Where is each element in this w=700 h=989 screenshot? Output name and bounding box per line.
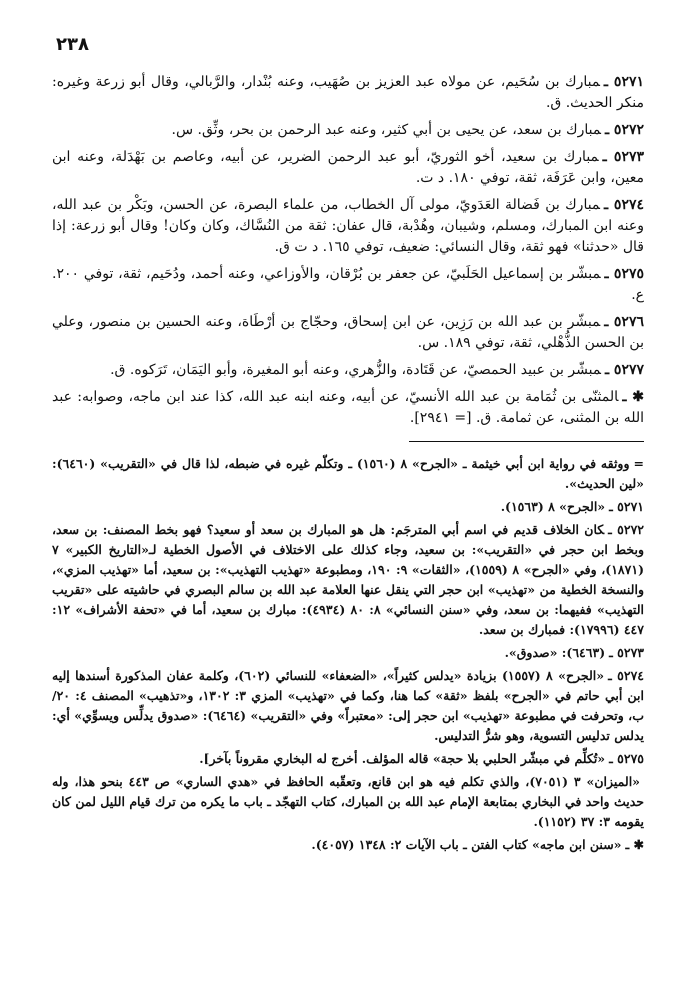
star-marker: ✱ ـ (625, 837, 644, 852)
footnote-text: «الجرح» ٨ (١٥٦٣). (500, 499, 606, 514)
footnote-5275 (52, 749, 644, 769)
footnote-number: ٥٢٧٢ ـ (608, 522, 644, 537)
footnote-number: ٥٢٧١ ـ (609, 499, 644, 514)
entry-5276 (52, 312, 644, 354)
entry-text: المثنّى بن ثُمَامة بن عبد الله الأنسيّ، عن أبيه، وعنه ابنه عبد الله، كذا عند ابن ماجه، وصوابه: عبد الله بن المثنى، عن ثمامة. ق. [= ٢٩٤١]. (52, 389, 644, 426)
entry-starred (52, 387, 644, 429)
entry-text: مبشّر بن إسماعيل الحَلَبيّ، عن جعفر بن بُرْقان، والأوزاعي، وعنه أحمد، ودُحَيم، ثقة، توفي ٢٠٠. ع. (52, 266, 644, 303)
footnote-text: ووثقه في رواية ابن أبي خيثمة ـ «الجرح» ٨ (١٥٦٠) ـ وتكلّم غيره في ضبطه، لذا قال في «التقريب» (٦٤٦٠): «لين الحديث». (52, 456, 644, 491)
entry-5273 (52, 147, 644, 189)
page-number: ٢٣٨ (56, 34, 89, 55)
footnote-starred (52, 835, 644, 855)
footnote-text: «الميزان» ٣ (٧٠٥١)، والذي تكلم فيه هو ابن قانع، وتعقّبه الحافظ في «هدي الساري» ص ٤٤٣ بنحو هذا، وله حديث واحد في البخاري بمتابعة الإمام عبد الله بن المبارك، كتاب التهجّد ـ باب ما يكره من ترك قيام الليل لمن كان يقومه ٣: ٣٧ (١١٥٢). (52, 774, 644, 829)
footnote-continuation (52, 454, 644, 494)
entry-text: مبشّر بن عبد الله بن رَزِين، عن ابن إسحاق، وحجّاج بن أرْطَاة، وعنه الحسين بن منصور، وعلي بن الحسن الذُّهْلي، ثقة، توفي ١٨٩. س. (52, 314, 644, 351)
footnote-5273 (52, 643, 644, 663)
entry-5277 (52, 360, 644, 381)
footnote-5271 (52, 497, 644, 517)
entry-number: ٥٢٧٥ ـ (604, 266, 644, 282)
footnote-5275-cont (52, 772, 644, 832)
entry-number: ٥٢٧٧ ـ (604, 362, 644, 378)
entry-number: ٥٢٧٦ ـ (604, 314, 644, 330)
footnote-number: ٥٢٧٥ ـ (609, 751, 644, 766)
entry-text: مبارك بن فَضالة العَدَويّ، مولى آل الخطاب، من علماء البصرة، عن الحسن، وبَكْر بن عبد الله، وعنه ابن المبارك، ومسلم، وشيبان، وهُدْبة، قال عفان: ثقة من النُسَّاك، وكان وكان! وقال أبو زرعة: إذا قال «حدثنا» فهو ثقة، وقال النسائي: ضعيف، توفي ١٦٥. د ت ق. (52, 197, 644, 255)
entry-text: مبارك بن سعد، عن يحيى بن أبي كثير، وعنه عبد الرحمن بن بحر، وثِّق. س. (171, 122, 601, 138)
entry-5271 (52, 72, 644, 114)
footnote-number: ٥٢٧٣ ـ (609, 645, 644, 660)
footnote-text: «تُكلِّم في مبشّر الحلبي بلا حجة» قاله المؤلف. أخرج له البخاري مقروناً بآخر]. (199, 751, 606, 766)
footnote-text: «سنن ابن ماجه» كتاب الفتن ـ باب الآيات ٢: ١٣٤٨ (٤٠٥٧). (311, 837, 622, 852)
footnote-5272 (52, 520, 644, 640)
entry-5272 (52, 120, 644, 141)
entry-text: مبارك بن سُحَيم، عن مولاه عبد العزيز بن صُهَيب، وعنه بُنْدار، والرَّبالي، وقال أبو زرعة وغيره: منكر الحديث. ق. (52, 74, 644, 111)
footnote-number: = (633, 456, 644, 471)
footnote-number: ٥٢٧٤ ـ (608, 668, 644, 683)
footnote-text: (٦٤٦٣): «صدوق». (504, 645, 606, 660)
footnote-text: كان الخلاف قديم في اسم أبي المترجَم: هل هو المبارك بن سعد أو سعيد؟ فهو بخط المصنف: بن سعد، وبخط ابن حجر في «التقريب»: بن سعيد، وجاء كذلك على الاختلاف في الأصول الخطية لـ«التاريخ الكبير» ٧ (١٨٧١)، وفي «الجرح» ٨ (١٥٥٩)، «الثقات» ٩: ١٩٠، ومطبوعة «تهذيب التهذيب»: بن سعيد، أما «تهذيب المزي»، والنسخة الخطية من «تهذيب» ابن حجر التي ينقل عنها العلامة عبد الله بن سالم البصري في حاشيته على «تقريب التهذيب» ففيهما: بن سعد، وفي «سنن النسائي» ٨: ٨٠ (٤٩٣٤): مبارك بن سعيد، أما في «تحفة الأشراف» ١٢: ٤٤٧ (١٧٩٩٦): فمبارك بن سعد. (52, 522, 644, 637)
footnotes (52, 454, 644, 855)
biographical-entries (52, 72, 644, 429)
entry-number: ٥٢٧٣ ـ (602, 149, 644, 165)
footnote-5274 (52, 666, 644, 746)
entry-5274 (52, 195, 644, 258)
footnote-divider (409, 441, 644, 442)
entry-number: ٥٢٧١ ـ (603, 74, 644, 90)
entry-5275 (52, 264, 644, 306)
star-marker: ✱ ـ (622, 389, 644, 405)
entry-text: مبارك بن سعيد، أخو الثوريّ، أبو عبد الرحمن الضرير، عن أبيه، وعاصم بن بَهْدَلة، وعنه ابن معين، وابن عَرَفَة، ثقة، توفي ١٨٠. د ت. (52, 149, 644, 186)
footnote-text: «الجرح» ٨ (١٥٥٧) بزيادة «يدلس كثيراً»، «الضعفاء» للنسائي (٦٠٢)، وكلمة عفان المذكورة أسندها إليه ابن أبي حاتم في «الجرح» بلفظ «ثقة» كما هنا، وكما في «تهذيب» المزي ٣: ١٣٠٢، و«تذهيب» المصنف ٤: ٢٠/ب، وتحرفت في مطبوعة «تهذيب» ابن حجر إلى: «معتبراً» وفي «التقريب» (٦٤٦٤): «صدوق يدلِّس ويسوِّي» أي: يدلس تدليس التسوية، وهو شرُّ التدليس. (52, 668, 645, 743)
entry-number: ٥٢٧٤ ـ (604, 197, 644, 213)
entry-number: ٥٢٧٢ ـ (604, 122, 644, 138)
entry-text: مبشّر بن عبيد الحمصيّ، عن قَتَادة، والزُّهري، وعنه أبو المغيرة، وأبو اليَمَان، تَرَكوه. ق. (110, 362, 601, 378)
